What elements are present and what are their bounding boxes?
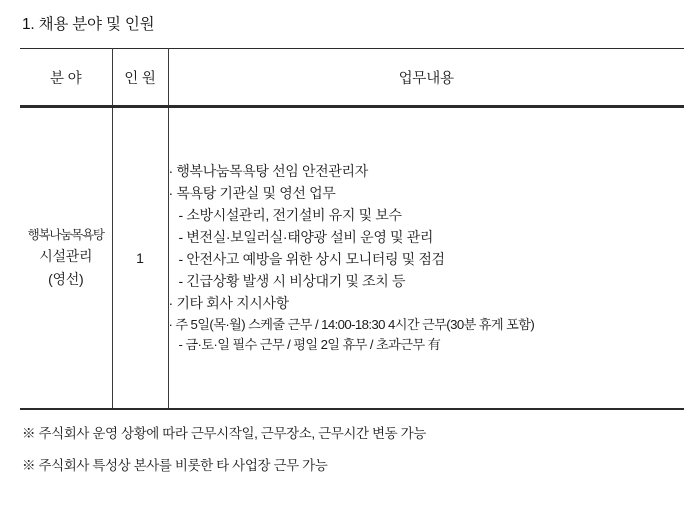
field-line-1: 행복나눔목욕탕: [27, 227, 104, 242]
cell-headcount: 1: [112, 107, 168, 410]
duty-item: - 변전실·보일러실·태양광 설비 운영 및 관리: [178, 229, 434, 246]
duty-item: - 소방시설관리, 전기설비 유지 및 보수: [178, 206, 402, 223]
note-item: ※ 주식회사 운영 상황에 따라 근무시작일, 근무장소, 근무시간 변동 가능: [22, 426, 426, 441]
duty-item: - 안전사고 예방을 위한 상시 모니터링 및 점검: [178, 251, 445, 268]
cell-field: [20, 107, 112, 410]
table-row: [20, 107, 684, 410]
duty-item: · 기타 회사 지시사항: [168, 295, 289, 312]
table-body: [20, 107, 684, 410]
field-line-3: (영선): [48, 271, 84, 288]
column-header-duties: 업무내용: [168, 49, 684, 107]
column-header-field: 분 야: [20, 49, 112, 107]
field-line-2: 시설관리: [39, 248, 93, 265]
recruitment-table: [20, 48, 684, 410]
table-header: [20, 49, 684, 107]
table-header-row: [20, 49, 684, 107]
notes-list: [22, 424, 682, 477]
page-title: 1. 채용 분야 및 인원: [22, 16, 155, 33]
cell-duties: [168, 107, 684, 410]
column-header-headcount: 인 원: [112, 49, 168, 107]
note-item: ※ 주식회사 특성상 본사를 비롯한 타 사업장 근무 가능: [22, 458, 328, 474]
duty-item: · 행복나눔목욕탕 선임 안전관리자: [168, 162, 368, 179]
duty-item: - 금·토·일 필수 근무 / 평일 2일 휴무 / 초과근무 有: [178, 337, 441, 353]
duty-item: - 긴급상황 발생 시 비상대기 및 조치 등: [178, 273, 406, 290]
duty-item: · 목욕탕 기관실 및 영선 업무: [168, 184, 336, 201]
duty-item: · 주 5일(목·월) 스케줄 근무 / 14:00-18:30 4시간 근무(30분 휴게 포함): [168, 316, 535, 332]
